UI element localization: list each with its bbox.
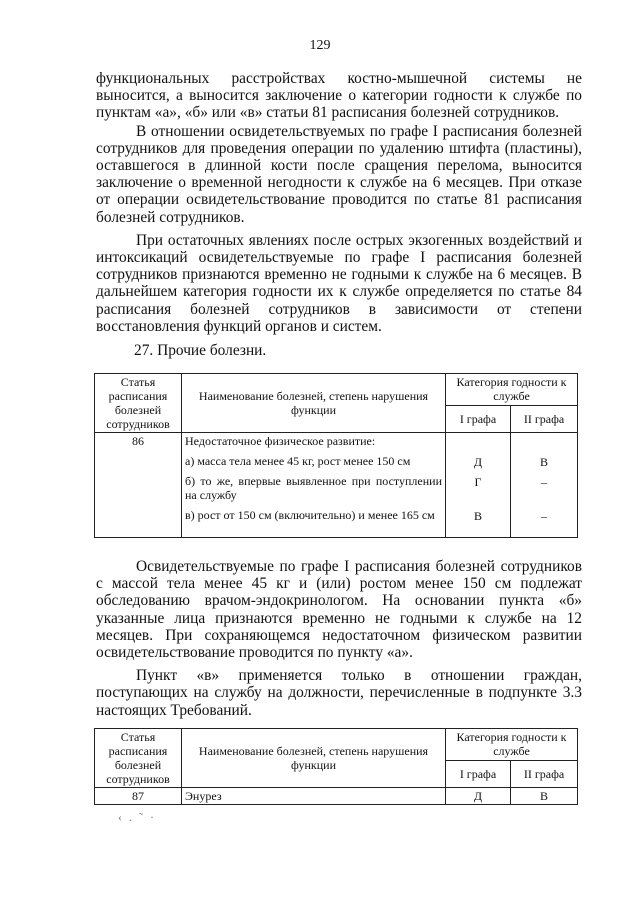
paragraph-1: функциональных расстройствах костно-мышечной системы не выносится, а выносится заключение о категории годности к службе по пунктам «а», «б» или «в» статьи 81 расписания болезней сотрудников.: [96, 70, 582, 122]
text-block-bottom: [96, 558, 582, 719]
row-a-g1: Д: [473, 455, 483, 469]
disease-table-86: [94, 373, 578, 538]
article-cell: 87: [95, 788, 182, 805]
header-col-1: I графа: [446, 760, 511, 787]
paragraph-2: В отношении освидетельствуемых по графе I расписания болезней сотрудников для проведения операции по удалению штифта (пластины), оставшегося в длинной кости после сращения перелома, выносится заключение о временной негодности к службе на 6 месяцев. При отказе от операции освидетельствование проводится по статье 81 расписания болезней сотрудников.: [96, 122, 582, 226]
row-c-g2: –: [541, 509, 547, 523]
header-col-2: II графа: [511, 405, 578, 432]
table-row: [95, 788, 578, 805]
table-row: [95, 433, 578, 538]
header-name: Наименование болезней, степень нарушения функции: [182, 729, 446, 788]
paragraph-5: Пункт «в» применяется только в отношении граждан, поступающих на службу на должности, перечисленные в подпункте 3.3 настоящих Требований.: [96, 667, 582, 719]
header-col-2: II графа: [511, 760, 578, 787]
col-2-cell: [511, 433, 578, 538]
header-article: Статья расписания болезней сотрудников: [95, 729, 182, 788]
text-block-top: [96, 70, 582, 335]
row-c-desc: в) рост от 150 см (включительно) и менее 165 см: [185, 508, 435, 522]
name-cell: Энурез: [182, 788, 446, 805]
name-cell: [182, 433, 446, 538]
row-b-desc: б) то же, впервые выявленное при поступлении на службу: [185, 474, 442, 502]
table-header-row: [95, 729, 578, 761]
table-header-row: [95, 374, 578, 406]
col-2-cell: В: [511, 788, 578, 805]
col-1-cell: [446, 433, 511, 538]
row-b-g2: –: [541, 475, 547, 489]
header-category: Категория годности к службе: [446, 729, 578, 761]
row-a-g2: В: [539, 455, 548, 469]
header-category: Категория годности к службе: [446, 374, 578, 406]
row-a-desc: а) масса тела менее 45 кг, рост менее 150 см: [185, 454, 411, 468]
paragraph-4: Освидетельствуемые по графе I расписания болезней сотрудников с массой тела менее 45 кг и (или) ростом менее 150 см подлежат обследованию врачом-эндокринологом. На основании пункта «б» указанные лица признаются временно не годными к службе на 12 месяцев. При сохраняющемся недостаточном физическом развитии освидетельствование проводится по пункту «а».: [96, 558, 582, 662]
section-heading: 27. Прочие болезни.: [134, 342, 267, 359]
header-article: Статья расписания болезней сотрудников: [95, 374, 182, 433]
col-1-cell: Д: [446, 788, 511, 805]
page-number: 129: [309, 38, 331, 53]
paragraph-3: При остаточных явлениях после острых экзогенных воздействий и интоксикаций освидетельствуемые по графе I расписания болезней сотрудников признаются временно не годными к службе на 6 месяцев. В дальнейшем категория годности их к службе определяется по статье 84 расписания болезней сотрудников в зависимости от степени восстановления функций органов и систем.: [96, 231, 582, 335]
article-cell: 86: [95, 433, 182, 538]
header-col-1: I графа: [446, 405, 511, 432]
row-c-g1: В: [473, 509, 482, 523]
row-b-g1: Г: [474, 475, 482, 489]
disease-table-87: [94, 728, 578, 805]
header-name: Наименование болезней, степень нарушения функции: [182, 374, 446, 433]
handwritten-mark: ‹ . ˜ ·: [118, 810, 156, 824]
disease-title: Недостаточное физическое развитие:: [185, 434, 376, 448]
